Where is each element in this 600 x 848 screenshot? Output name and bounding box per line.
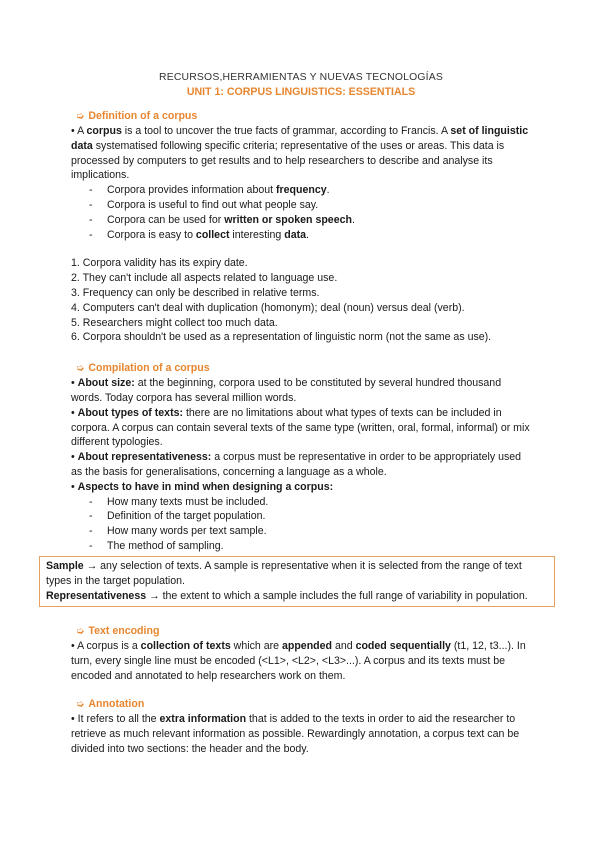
list-item: - The method of sampling. xyxy=(89,539,224,552)
encoding-paragraph: • A corpus is a collection of texts which are appended and coded sequentially (t1, 12, t3...). In turn, every single line must be encoded (<L1>, <L2>, <L3>...). A corpus and its texts must be encoded and annotated to help researchers work on them. xyxy=(71,640,526,682)
list-item: - Corpora is useful to find out what people say. xyxy=(89,198,319,211)
arrow-icon: ➭ xyxy=(76,626,85,637)
aspects-paragraph: • Aspects to have in mind when designing a corpus: xyxy=(71,480,334,493)
section-heading-definition: ➭ Definition of a corpus xyxy=(76,110,198,122)
list-item: - How many texts must be included. xyxy=(89,495,269,508)
limitations-list xyxy=(71,256,531,345)
list-item: 6. Corpora shouldn't be used as a representation of linguistic norm (not the same as use). xyxy=(71,331,492,344)
list-item: 3. Frequency can only be described in relative terms. xyxy=(71,286,320,299)
bullet-icon: • xyxy=(71,125,75,137)
types-paragraph: • About types of texts: there are no limitations about what types of texts can be included in corpora. A corpus can contain several texts of the same type (written, oral, formal, informal) or mix different typologies. xyxy=(71,406,530,449)
annotation-paragraph: • It refers to all the extra information that is added to the texts in order to aid the researcher to retrieve as much relevant information as possible. Rewardingly annotation, a corpus text can be divided into two sections: the header and the body. xyxy=(71,713,520,755)
list-item: - Definition of the target population. xyxy=(89,510,266,523)
arrow-icon: ➭ xyxy=(76,699,85,711)
bullet-icon: • xyxy=(71,377,75,390)
arrow-icon: ➭ xyxy=(76,111,85,122)
list-item: 1. Corpora validity has its expiry date. xyxy=(71,257,248,270)
section-heading-encoding: ➭ Text encoding xyxy=(76,625,160,637)
list-item: 2. They can't include all aspects related to language use. xyxy=(71,272,338,285)
section-heading-annotation: ➭ Annotation xyxy=(76,698,145,711)
representativeness-paragraph: • About representativeness: a corpus must be representative in order to be appropriately used as the basis for generalisations, concerning a language as a whole. xyxy=(71,451,522,478)
definition-paragraph: • A corpus is a tool to uncover the true facts of grammar, according to Francis. A set of linguistic data systematised following specific criteria; representative of the uses or areas. This data is processed by computers to get results and to help researchers to describe and analyse its implications. xyxy=(71,125,529,182)
list-item: - Corpora is easy to collect interesting data. xyxy=(89,228,309,241)
list-item: - How many words per text sample. xyxy=(89,525,267,538)
size-paragraph: • About size: at the beginning, corpora used to be constituted by several hundred thousand words. Today corpora has several million words. xyxy=(71,377,502,404)
page-content xyxy=(71,70,531,554)
list-item: - Corpora can be used for written or spoken speech. xyxy=(89,213,355,226)
list-item: - Corpora provides information about frequency. xyxy=(89,184,330,197)
list-item: 4. Computers can't deal with duplication (homonym); deal (noun) versus deal (verb). xyxy=(71,301,465,314)
bullet-icon: • xyxy=(71,406,75,419)
document-title: RECURSOS,HERRAMIENTAS Y NUEVAS TECNOLOGÍAS xyxy=(158,72,443,83)
aspects-dash-list xyxy=(89,495,531,554)
page-content-lower xyxy=(71,624,531,757)
bullet-icon: • xyxy=(71,451,75,464)
bullet-icon: • xyxy=(71,713,75,726)
bullet-icon: • xyxy=(71,640,75,652)
bullet-icon: • xyxy=(71,480,75,493)
unit-title: UNIT 1: CORPUS LINGUISTICS: ESSENTIALS xyxy=(186,86,416,98)
list-item: 5. Researchers might collect too much data. xyxy=(71,316,278,329)
sample-definition: Sample → any selection of texts. A sample is representative when it is selected from the range of text types in the target population. xyxy=(46,560,522,587)
definition-dash-list xyxy=(89,183,531,242)
representativeness-definition: Representativeness → the extent to which a sample includes the full range of variability in population. xyxy=(46,589,528,602)
arrow-icon: ➭ xyxy=(76,363,85,375)
section-heading-compilation: ➭ Compilation of a corpus xyxy=(76,362,210,375)
definitions-box xyxy=(39,556,555,607)
